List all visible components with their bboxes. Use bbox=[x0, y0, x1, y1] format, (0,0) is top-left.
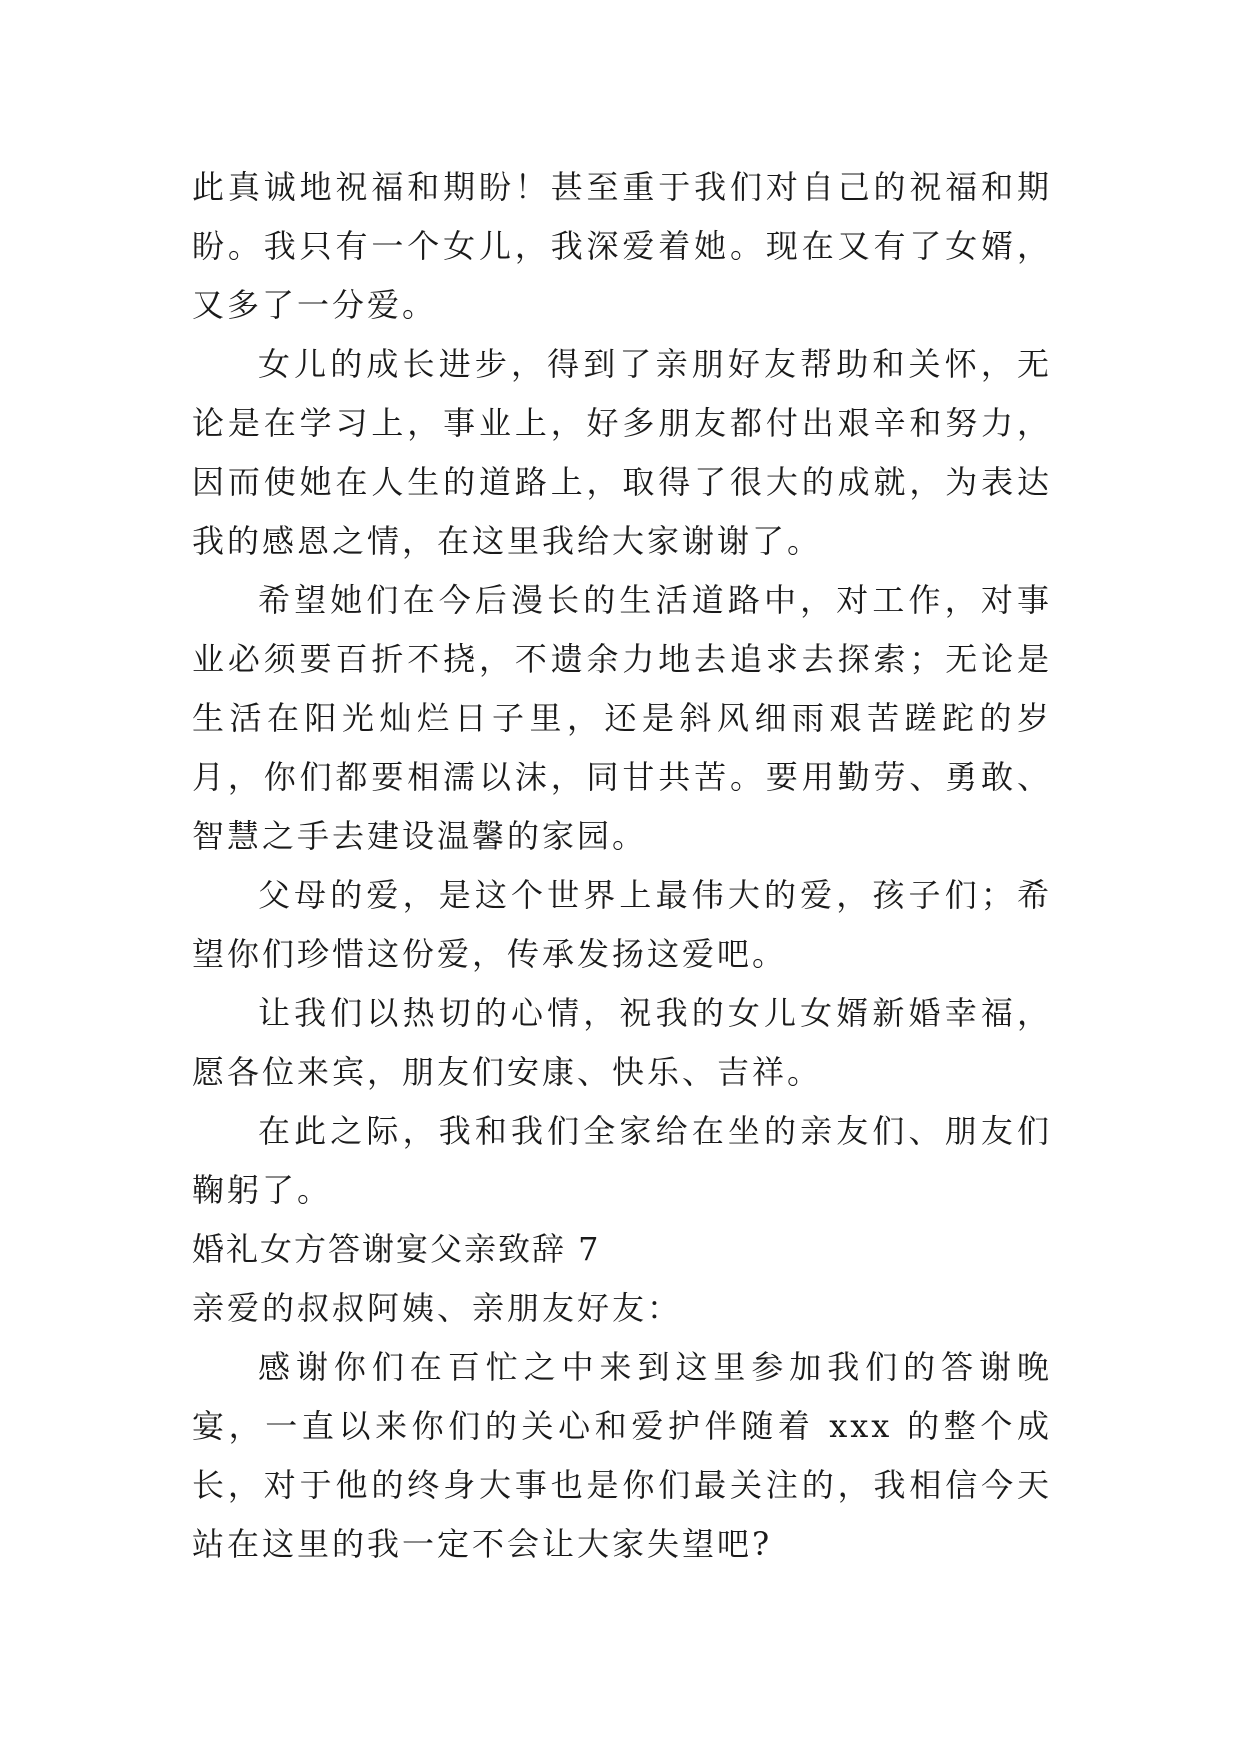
paragraph-blessing: 让我们以热切的心情，祝我的女儿女婿新婚幸福，愿各位来宾，朋友们安康、快乐、吉祥。 bbox=[192, 994, 1052, 1091]
paragraph-daughter-growth: 女儿的成长进步，得到了亲朋好友帮助和关怀，无论是在学习上，事业上，好多朋友都付出艰辛和努力，因而使她在人生的道路上，取得了很大的成就，为表达我的感恩之情，在这里我给大家谢谢了。 bbox=[192, 345, 1052, 560]
document-body bbox=[192, 158, 1052, 1574]
paragraph-bow: 在此之际，我和我们全家给在坐的亲友们、朋友们鞠躬了。 bbox=[192, 1112, 1052, 1209]
paragraph-parents-love: 父母的爱，是这个世界上最伟大的爱，孩子们；希望你们珍惜这份爱，传承发扬这爱吧。 bbox=[192, 876, 1052, 973]
paragraph-hopes: 希望她们在今后漫长的生活道路中，对工作，对事业必须要百折不挠，不遗余力地去追求去探索；无论是生活在阳光灿烂日子里，还是斜风细雨艰苦蹉跎的岁月，你们都要相濡以沫，同甘共苦。要用勤劳、勇敢、智慧之手去建设温馨的家园。 bbox=[192, 581, 1052, 855]
section-title: 婚礼女方答谢宴父亲致辞 7 bbox=[192, 1230, 601, 1268]
paragraph-thanks: 感谢你们在百忙之中来到这里参加我们的答谢晚宴，一直以来你们的关心和爱护伴随着 xxx 的整个成长，对于他的终身大事也是你们最关注的，我相信今天站在这里的我一定不会让大家失望吧? bbox=[192, 1348, 1052, 1563]
greeting-line: 亲爱的叔叔阿姨、亲朋友好友： bbox=[192, 1289, 683, 1327]
paragraph-continued: 此真诚地祝福和期盼！甚至重于我们对自己的祝福和期盼。我只有一个女儿，我深爱着她。现在又有了女婿，又多了一分爱。 bbox=[192, 168, 1052, 324]
